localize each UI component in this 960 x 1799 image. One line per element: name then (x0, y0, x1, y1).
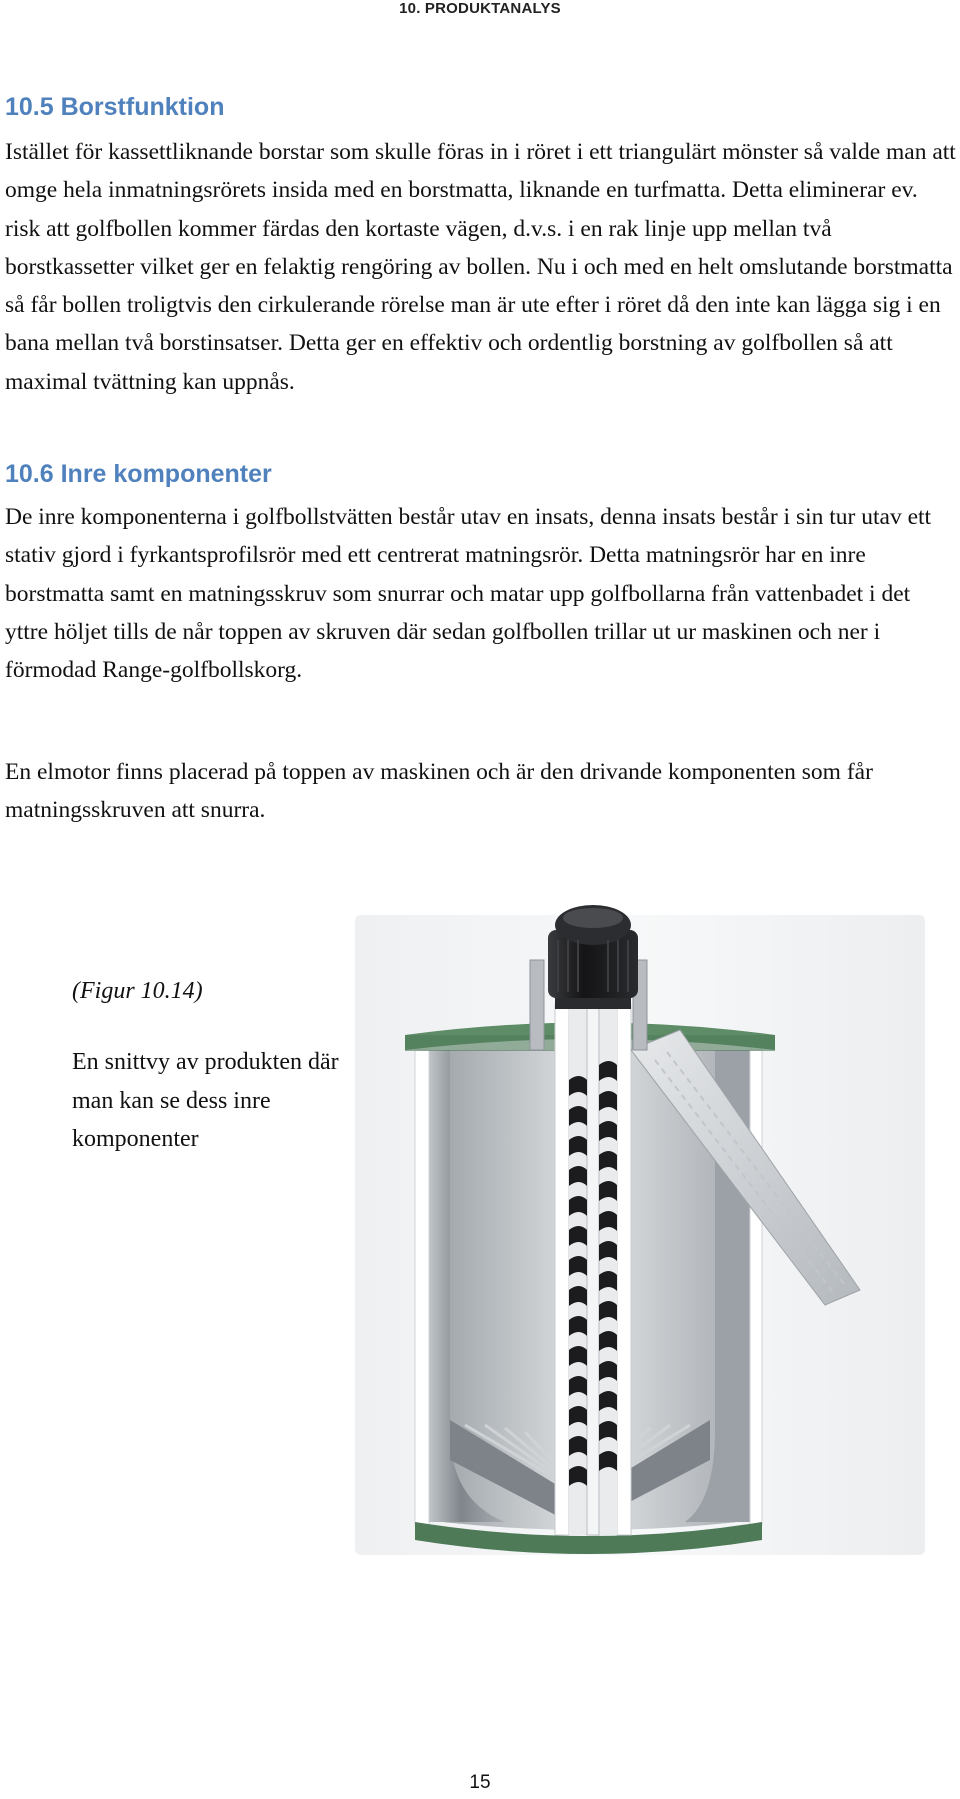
cutaway-figure (355, 900, 925, 1575)
paragraph-inre-komponenter-2: En elmotor finns placerad på toppen av maskinen och är den drivande komponenten som får matningsskruven att snurra. (5, 759, 873, 824)
running-header: 10. PRODUKTANALYS (399, 0, 561, 17)
feed-tube-right (617, 1005, 631, 1535)
page-number: 15 (469, 1772, 491, 1793)
housing-right-cut-edge (750, 1050, 762, 1525)
feed-tube-left (555, 1005, 569, 1535)
housing-left-cut-edge (415, 1050, 429, 1525)
section-heading-inre-komponenter: 10.6 Inre komponenter (5, 460, 272, 488)
figure-caption-label: (Figur 10.14) (72, 978, 203, 1004)
motor-bracket-left (530, 960, 544, 1050)
paragraph-borstfunktion: Istället för kassettliknande borstar som skulle föras in i röret i ett triangulärt mönster så valde man att omge hela inmatningsrörets insida med en borstmatta, liknande en turfmatta. Detta eliminerar ev. risk att golfbollen kommer färdas den kortaste vägen, d.v.s. i en rak linje upp mellan två borstkassetter vilket ger en felaktig rengöring av bollen. Nu i och med en helt omslutande borstmatta så får bollen troligtvis den cirkulerande rörelse man är ute efter i röret då den inte kan lägga sig i en bana mellan två borstinsatser. Detta ger en effektiv och ordentlig borstning av golfbollen så att maximal tvättning kan uppnås. (5, 139, 956, 395)
screw-shaft (587, 1005, 599, 1535)
electric-motor-cap-top (563, 908, 623, 928)
section-heading-borstfunktion: 10.5 Borstfunktion (5, 93, 225, 121)
paragraph-inre-komponenter-1: De inre komponenterna i golfbollstvätten består utav en insats, denna insats består i sin tur utav ett stativ gjord i fyrkantsprofilsrör med ett centrerat matningsrör. Detta matningsrör har en inre borstmatta samt en matningsskruv som snurrar och matar upp golfbollarna från vattenbadet i det yttre höljet tills de når toppen av skruven där sedan golfbollen trillar ut ur maskinen och ner i förmodad Range-golfbollskorg. (5, 504, 932, 684)
figure-caption-text: En snittvy av produkten där man kan se dess inre komponenter (72, 1049, 339, 1152)
